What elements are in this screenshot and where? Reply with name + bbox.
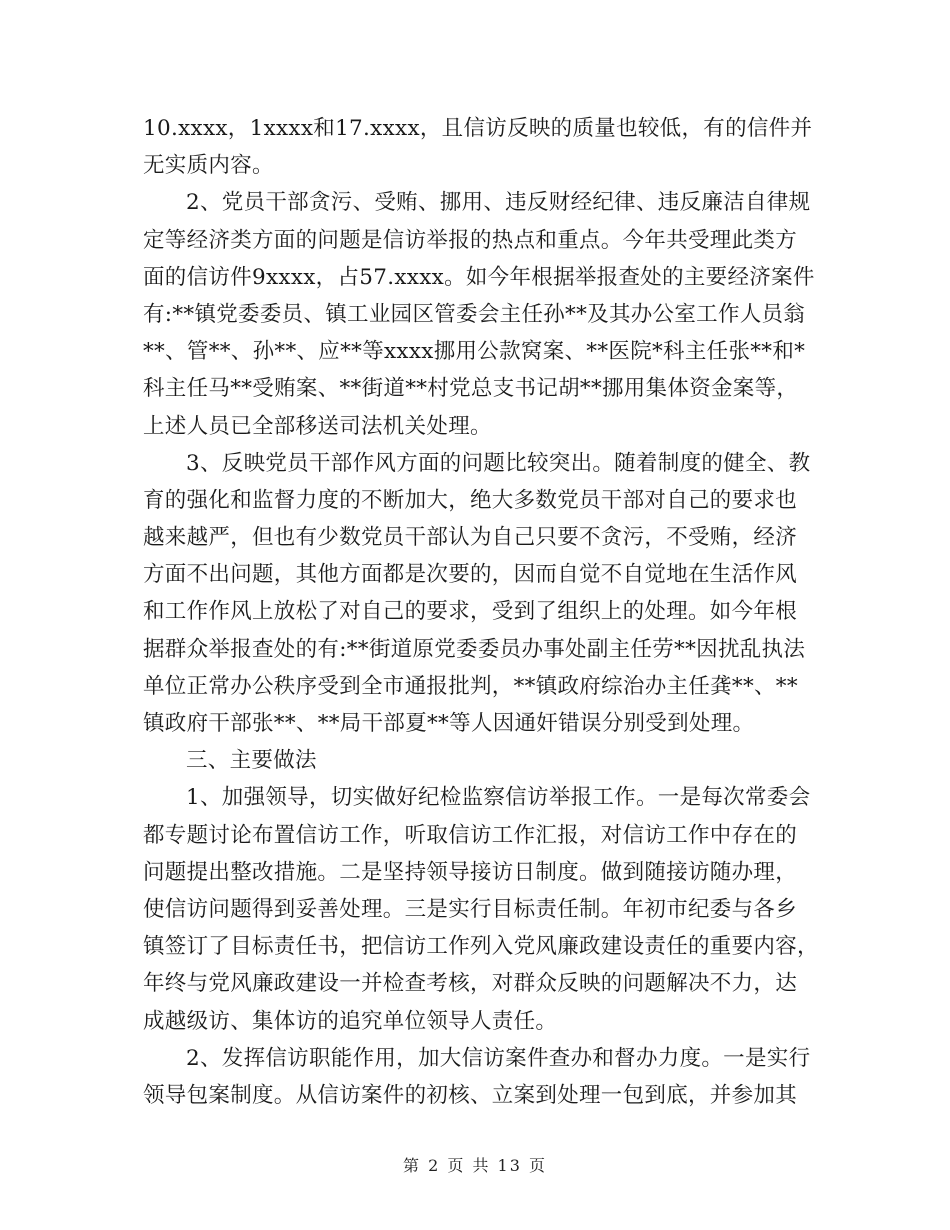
text-line: 年终与党风廉政建设一并检查考核，对群众反映的问题解决不力，达 <box>143 971 798 997</box>
text-line: 成越级访、集体访的追究单位领导人责任。 <box>143 1008 558 1034</box>
text-line: 单位正常办公秩序受到全市通报批判，**镇政府综治办主任龚**、** <box>143 673 798 699</box>
text-line: 方面不出问题，其他方面都是次要的，因而自觉不自觉地在生活作风 <box>143 562 798 588</box>
page-footer: 第 2 页 共 13 页 <box>403 1156 547 1175</box>
text-line: 定等经济类方面的问题是信访举报的热点和重点。今年共受理此类方 <box>143 227 798 253</box>
text-line: 三、主要做法 <box>186 748 317 774</box>
text-line: 无实质内容。 <box>143 153 274 179</box>
text-line: 有:**镇党委委员、镇工业园区管委会主任孙**及其办公室工作人员翁 <box>143 301 806 327</box>
text-line: 镇签订了目标责任书，把信访工作列入党风廉政建设责任的重要内容， <box>143 934 819 960</box>
text-line: 越来越严，但也有少数党员干部认为自己只要不贪污，不受贿，经济 <box>143 525 798 551</box>
text-line: 领导包案制度。从信访案件的初核、立案到处理一包到底，并参加其 <box>143 1082 798 1108</box>
text-line: 育的强化和监督力度的不断加大，绝大多数党员干部对自己的要求也 <box>143 487 798 513</box>
text-line: 都专题讨论布置信访工作，听取信访工作汇报，对信访工作中存在的 <box>143 822 798 848</box>
text-line: 2、发挥信访职能作用，加大信访案件查办和督办力度。一是实行 <box>186 1045 811 1071</box>
text-line: 10.xxxx，1xxxx和17.xxxx，且信访反映的质量也较低，有的信件并 <box>143 116 813 141</box>
text-line: 镇政府干部张**、**局干部夏**等人因通奸错误分别受到处理。 <box>143 711 755 736</box>
text-line: 和工作作风上放松了对自己的要求，受到了组织上的处理。如今年根 <box>143 599 798 625</box>
text-line: 科主任马**受贿案、**街道**村党总支书记胡**挪用集体资金案等， <box>143 376 799 402</box>
text-line: 使信访问题得到妥善处理。三是实行目标责任制。年初市纪委与各乡 <box>143 896 798 922</box>
text-line: 3、反映党员干部作风方面的问题比较突出。随着制度的健全、教 <box>186 450 811 476</box>
text-line: 面的信访件9xxxx，占57.xxxx。如今年根据举报查处的主要经济案件 <box>143 264 815 290</box>
text-line: 2、党员干部贪污、受贿、挪用、违反财经纪律、违反廉洁自律规 <box>186 190 811 216</box>
document-body <box>143 110 819 1114</box>
text-line: 据群众举报查处的有:**街道原党委委员办事处副主任劳**因扰乱执法 <box>143 636 806 662</box>
text-line: **、管**、孙**、应**等xxxx挪用公款窝案、**医院*科主任张**和* <box>143 339 806 365</box>
text-line: 上述人员已全部移送司法机关处理。 <box>143 413 492 439</box>
text-line: 问题提出整改措施。二是坚持领导接访日制度。做到随接访随办理， <box>143 859 798 885</box>
text-line: 1、加强领导，切实做好纪检监察信访举报工作。一是每次常委会 <box>186 785 811 811</box>
